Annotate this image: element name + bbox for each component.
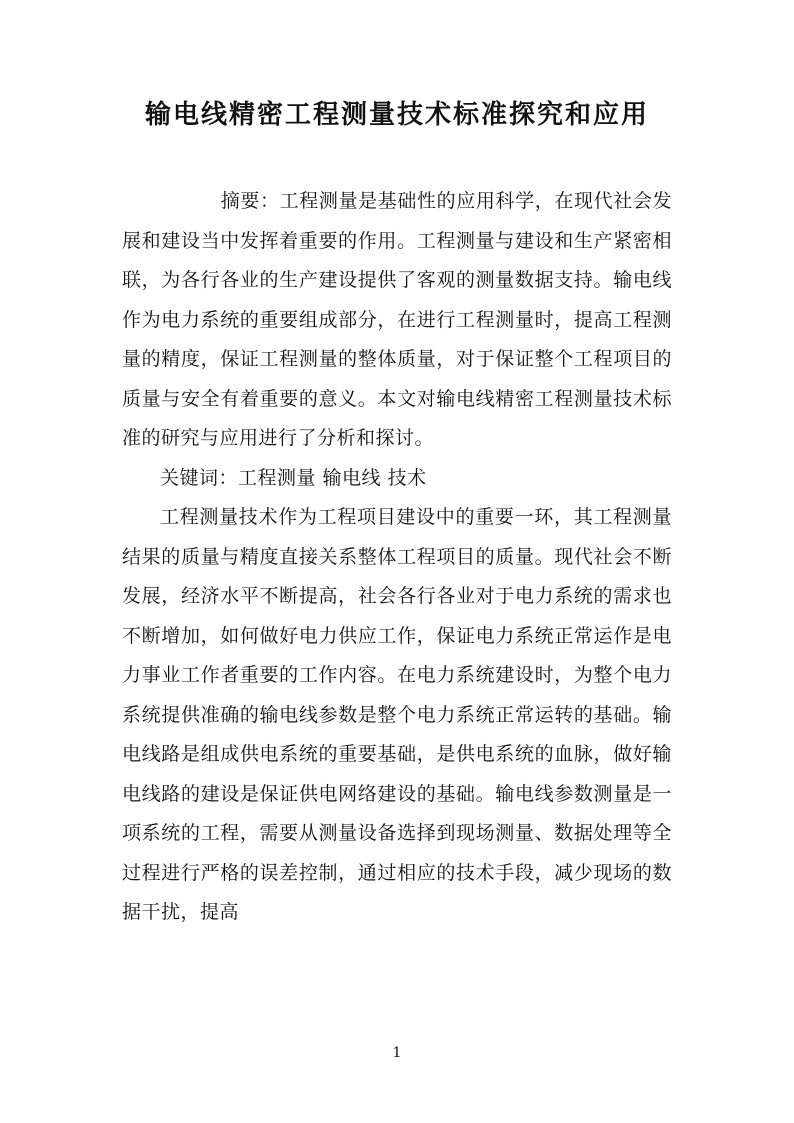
page-number: 1	[392, 1045, 402, 1061]
body-paragraph: 工程测量技术作为工程项目建设中的重要一环，其工程测量结果的质量与精度直接关系整体工程项目的质量。现代社会不断发展，经济水平不断提高，社会各行各业对于电力系统的需求也不断增加，如何做好电力供应工作，保证电力系统正常运作是电力事业工作者重要的工作内容。在电力系统建设时，为整个电力系统提供准确的输电线参数是整个电力系统正常运转的基础。输电线路是组成供电系统的重要基础，是供电系统的血脉，做好输电线路的建设是保证供电网络建设的基础。输电线参数测量是一项系统的工程，需要从测量设备选择到现场测量、数据处理等全过程进行严格的误差控制，通过相应的技术手段，减少现场的数据干扰，提高	[122, 506, 672, 923]
document-title: 输电线精密工程测量技术标准探究和应用	[144, 100, 649, 130]
keywords-paragraph: 关键词：工程测量 输电线 技术	[160, 466, 427, 489]
abstract-paragraph: 摘要：工程测量是基础性的应用科学，在现代社会发展和建设当中发挥着重要的作用。工程测量与建设和生产紧密相联，为各行各业的生产建设提供了客观的测量数据支持。输电线作为电力系统的重要组成部分，在进行工程测量时，提高工程测量的精度，保证工程测量的整体质量，对于保证整个工程项目的质量与安全有着重要的意义。本文对输电线精密工程测量技术标准的研究与应用进行了分析和探讨。	[122, 190, 672, 449]
document-body	[122, 182, 672, 933]
